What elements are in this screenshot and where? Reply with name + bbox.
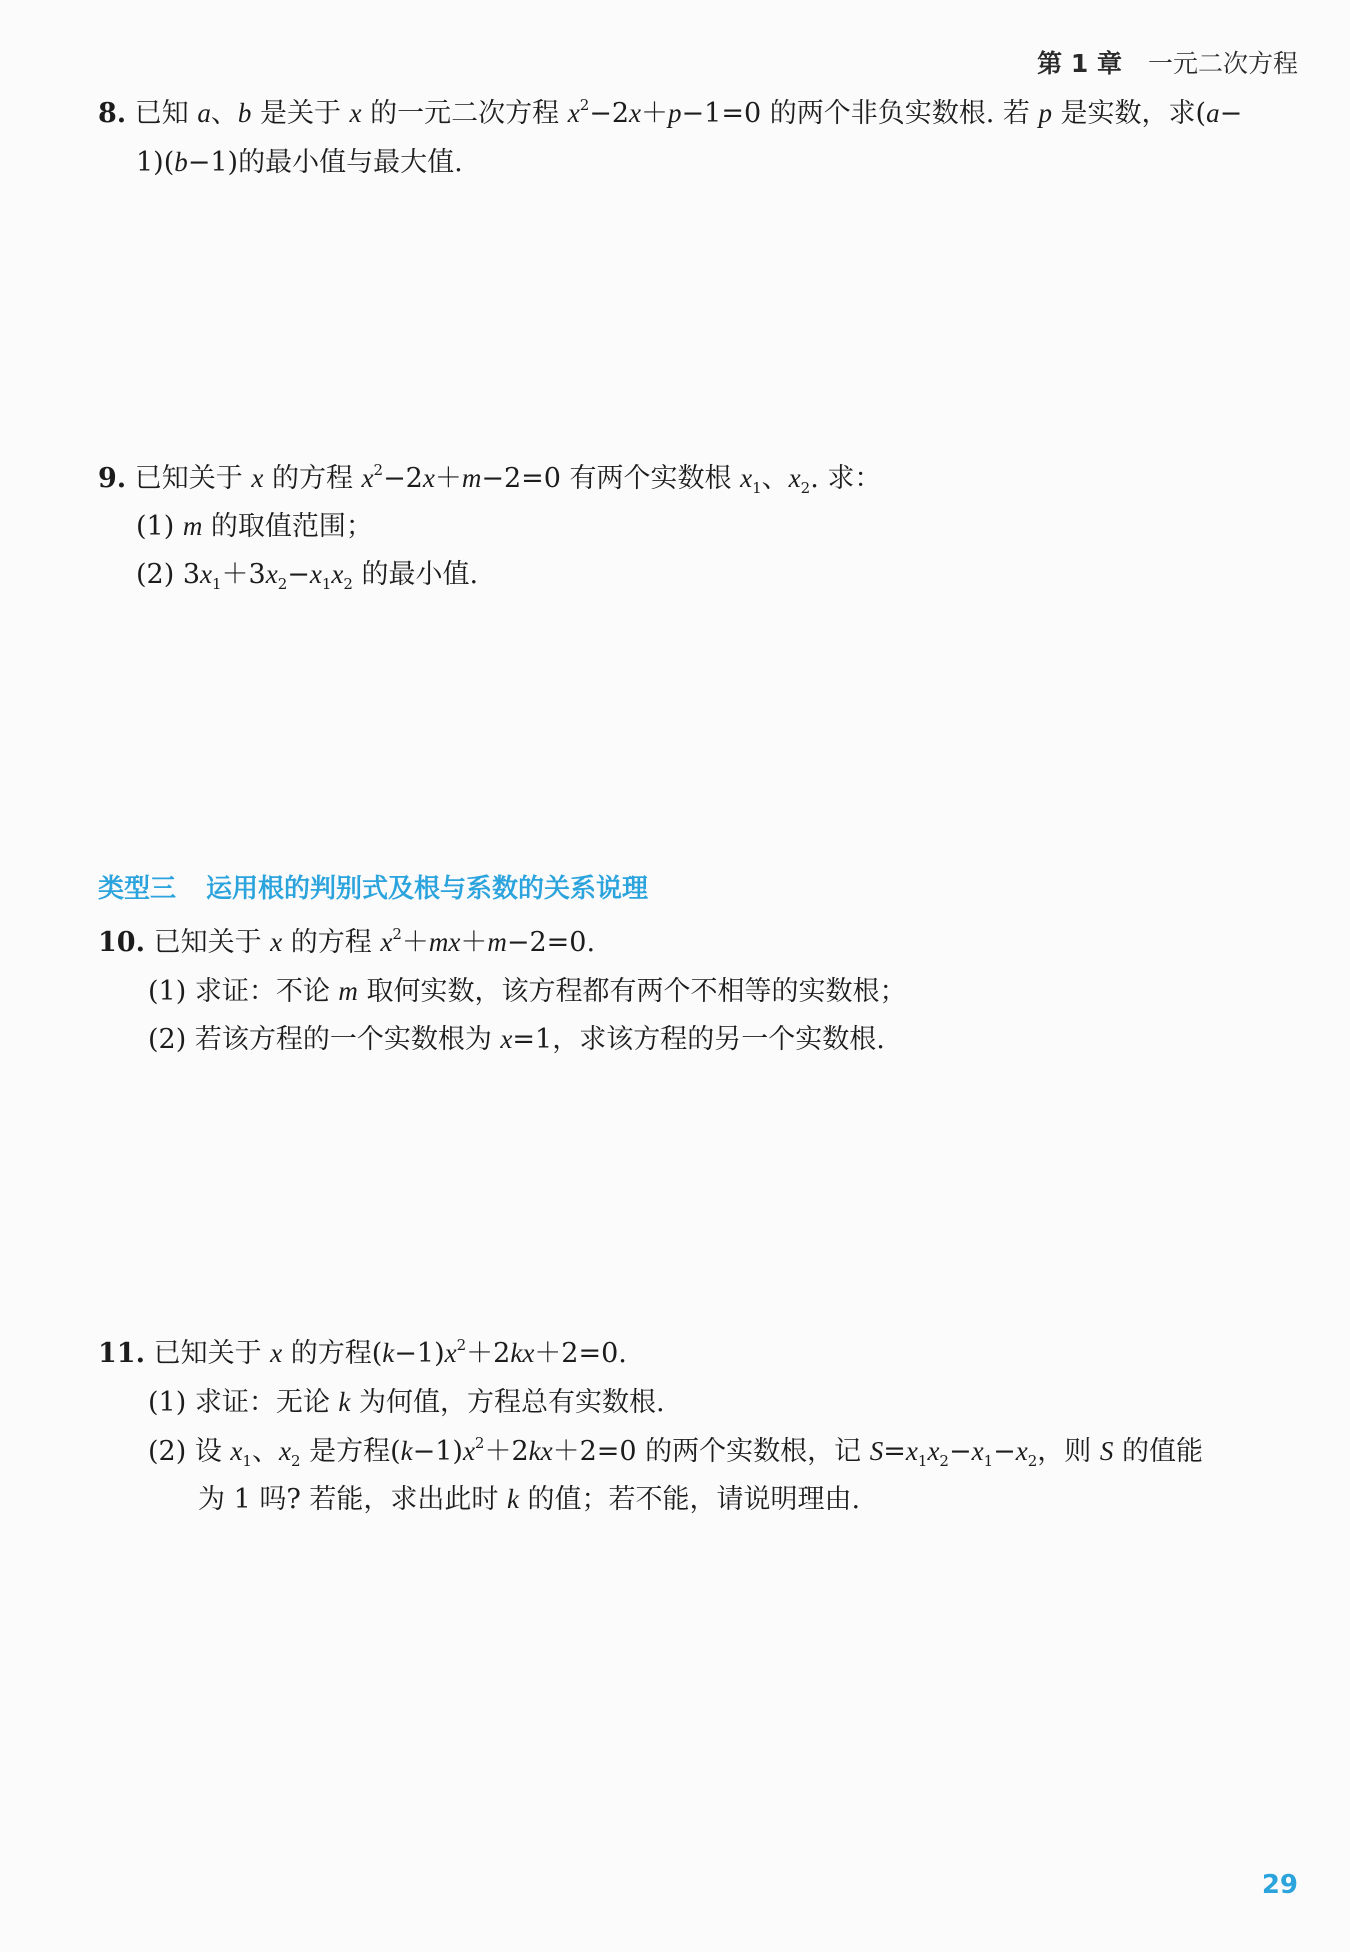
var-k: k	[400, 1436, 413, 1466]
var-x: x	[740, 463, 753, 493]
var-m: m	[428, 927, 449, 957]
question-text: 是方程(	[300, 1436, 401, 1467]
question-text: −1=0 的两个非负实数根. 若	[681, 98, 1039, 129]
question-text: (2) 若该方程的一个实数根为	[148, 1024, 501, 1055]
var-x: x	[971, 1436, 984, 1466]
subscript: 1	[983, 1452, 994, 1470]
chapter-title: 一元二次方程	[1147, 49, 1298, 78]
var-m: m	[461, 463, 482, 493]
exponent: 2	[373, 461, 384, 479]
var-x: x	[905, 1436, 918, 1466]
question-text: 的方程	[282, 927, 381, 958]
question-text: =	[883, 1436, 906, 1467]
question-text: 、	[210, 98, 238, 129]
var-x: x	[522, 1338, 535, 1368]
question-text: 的值能	[1113, 1436, 1203, 1467]
question-number: 8.	[98, 98, 127, 129]
var-x: x	[500, 1024, 513, 1054]
section-title: 运用根的判别式及根与系数的关系说理	[206, 874, 649, 904]
question-text: 的最小值.	[352, 559, 479, 590]
question-text: 为何值，方程总有实数根.	[350, 1387, 665, 1418]
exponent: 2	[392, 925, 402, 943]
question-text: −2=0 有两个实数根	[481, 463, 741, 494]
question-number: 11.	[98, 1338, 145, 1369]
subscript: 2	[939, 1452, 949, 1470]
var-p: p	[1038, 98, 1052, 128]
question-text: ＋2=0 的两个实数根，记	[552, 1436, 870, 1467]
question-text: 的方程(	[282, 1338, 383, 1369]
question-text: ＋2	[466, 1338, 511, 1369]
var-x: x	[380, 927, 393, 957]
question-9-stem	[98, 458, 881, 499]
question-11-part-2-line-1	[148, 1431, 1203, 1472]
var-x: x	[462, 1436, 475, 1466]
question-text: −2	[383, 463, 423, 494]
var-x: x	[448, 927, 461, 957]
question-8-line-1	[98, 93, 1242, 134]
subscript: 1	[917, 1452, 928, 1470]
question-text: −2=0.	[506, 927, 596, 958]
var-k: k	[338, 1387, 351, 1417]
var-x: x	[200, 559, 212, 589]
question-text: −1)	[394, 1338, 445, 1369]
var-S: S	[869, 1436, 884, 1466]
question-text: 、	[251, 1436, 279, 1467]
question-text: ＋	[460, 927, 488, 958]
part-label: (1)	[136, 511, 183, 542]
var-k: k	[382, 1338, 395, 1368]
subscript: 2	[1027, 1452, 1038, 1470]
question-text: 、	[761, 463, 789, 494]
exponent: 2	[456, 1336, 467, 1354]
section-heading	[98, 868, 648, 905]
question-text: 已知关于	[153, 927, 271, 958]
section-label: 类型三	[98, 874, 177, 904]
var-x: x	[265, 559, 278, 589]
question-text: 1)(	[136, 147, 175, 178]
chapter-header	[1037, 44, 1298, 80]
var-x: x	[309, 559, 322, 589]
part-label: (1) 求证：不论	[148, 976, 339, 1007]
var-x: x	[422, 463, 435, 493]
question-text: 取何实数，该方程都有两个不相等的实数根；	[357, 976, 907, 1007]
var-b: b	[174, 147, 188, 177]
subscript: 1	[212, 575, 222, 593]
question-10-stem	[98, 922, 595, 963]
question-11-part-1	[148, 1382, 665, 1423]
var-k: k	[506, 1484, 519, 1514]
question-text: ＋	[401, 927, 429, 958]
question-text: 的值；若不能，请说明理由.	[518, 1484, 861, 1515]
subscript: 1	[321, 575, 332, 593]
question-text: (1) 求证：无论	[148, 1387, 339, 1418]
var-m: m	[338, 976, 358, 1006]
question-text: −	[1219, 98, 1243, 129]
question-9-part-1	[136, 506, 373, 547]
question-text: −	[948, 1436, 972, 1467]
question-text: −2	[589, 98, 630, 129]
question-text: ，则	[1037, 1436, 1100, 1467]
question-text: 已知关于	[134, 463, 252, 494]
var-x: x	[927, 1436, 940, 1466]
question-text: (2) 设	[148, 1436, 231, 1467]
part-label: (2) 3	[136, 559, 201, 590]
question-10-part-2	[148, 1019, 885, 1060]
question-text: 已知关于	[153, 1338, 271, 1369]
question-text: 为 1 吗? 若能，求出此时	[198, 1484, 507, 1515]
subscript: 2	[343, 575, 353, 593]
var-x: x	[788, 463, 801, 493]
exponent: 2	[579, 96, 590, 114]
question-text: =1，求该方程的另一个实数根.	[512, 1024, 885, 1055]
question-text: ＋	[641, 98, 669, 129]
var-b: b	[237, 98, 252, 128]
question-text: . 求：	[810, 463, 882, 494]
question-8-line-2	[136, 142, 463, 183]
var-S: S	[1099, 1436, 1114, 1466]
var-k: k	[528, 1436, 541, 1466]
var-a: a	[197, 98, 211, 128]
var-x: x	[270, 1338, 283, 1368]
question-text: 已知	[134, 98, 198, 129]
question-text: ＋2	[484, 1436, 529, 1467]
subscript: 2	[277, 575, 288, 593]
var-x: x	[567, 98, 580, 128]
var-a: a	[1206, 98, 1220, 128]
subscript: 2	[290, 1452, 301, 1470]
question-text: 是实数，求(	[1051, 98, 1207, 129]
question-text: ＋3	[221, 559, 266, 590]
question-text: −	[287, 559, 310, 590]
var-x: x	[540, 1436, 553, 1466]
var-x: x	[444, 1338, 457, 1368]
var-x: x	[270, 927, 283, 957]
chapter-number: 第 1 章	[1037, 49, 1122, 78]
question-text: 的一元二次方程	[361, 98, 568, 129]
question-text: ＋	[434, 463, 462, 494]
var-x: x	[1015, 1436, 1028, 1466]
subscript: 2	[800, 479, 811, 497]
exponent: 2	[474, 1434, 485, 1452]
question-text: 的方程	[263, 463, 362, 494]
var-x: x	[251, 463, 264, 493]
question-text: ＋2=0.	[534, 1338, 627, 1369]
var-k: k	[510, 1338, 523, 1368]
var-x: x	[361, 463, 374, 493]
question-9-part-2	[136, 554, 478, 595]
question-text: 是关于	[251, 98, 350, 129]
question-text: 的取值范围；	[202, 511, 373, 542]
question-11-part-2-line-2	[198, 1479, 860, 1520]
var-m: m	[487, 927, 507, 957]
subscript: 1	[242, 1452, 252, 1470]
var-x: x	[331, 559, 344, 589]
var-p: p	[668, 98, 682, 128]
var-x: x	[230, 1436, 243, 1466]
question-text: −1)	[412, 1436, 463, 1467]
question-text: −1)的最小值与最大值.	[187, 147, 463, 178]
page-number: 29	[1261, 1870, 1298, 1900]
var-x: x	[349, 98, 362, 128]
question-10-part-1	[148, 971, 907, 1012]
question-11-stem	[98, 1333, 627, 1374]
var-x: x	[278, 1436, 291, 1466]
var-x: x	[629, 98, 642, 128]
subscript: 1	[752, 479, 762, 497]
question-number: 9.	[98, 463, 127, 494]
question-text: −	[993, 1436, 1016, 1467]
question-number: 10.	[98, 927, 145, 958]
var-m: m	[182, 511, 203, 541]
